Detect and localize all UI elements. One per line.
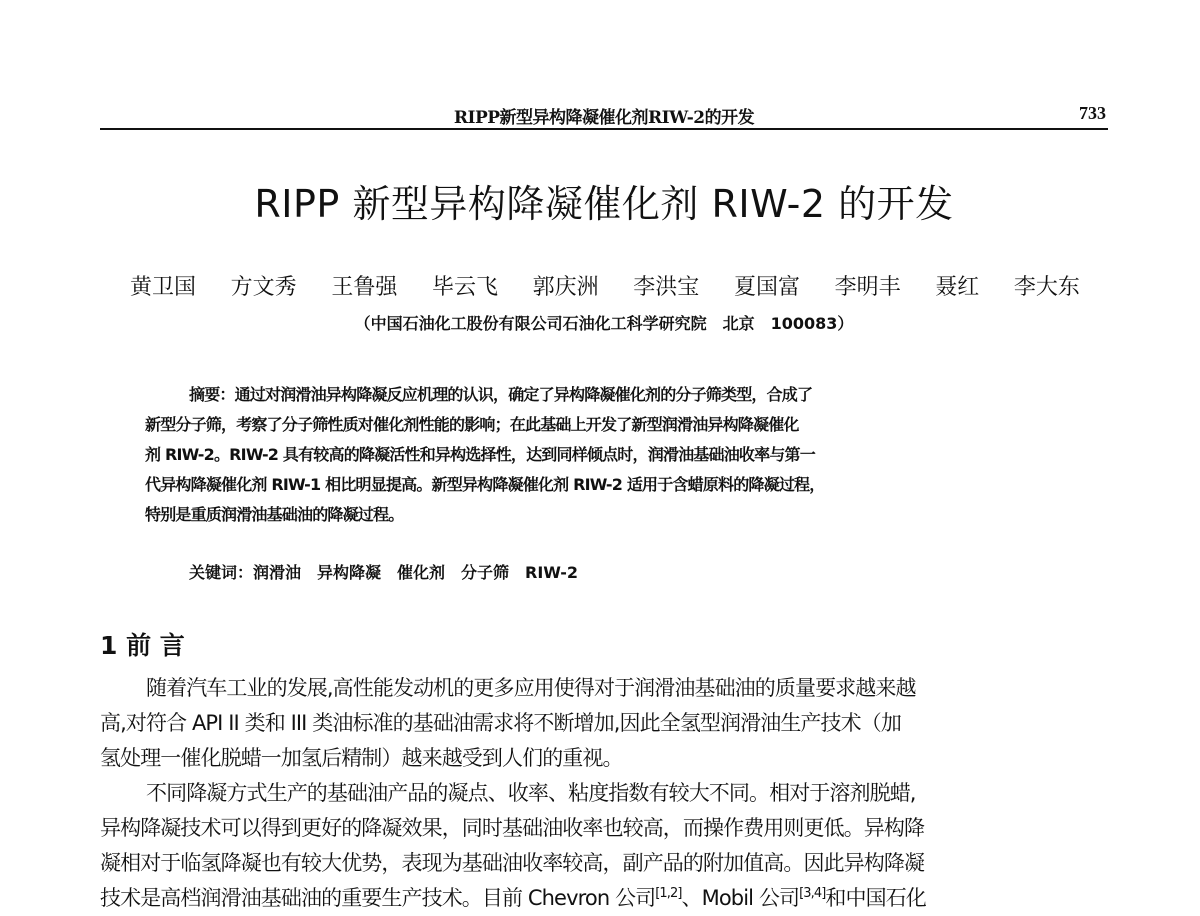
- text-run: 和中国石化: [825, 886, 926, 910]
- abstract-line: 代异构降凝催化剂 RIW-1 相比明显提高。新型异构降凝催化剂 RIW-2 适用于含蜡原料的降凝过程，: [145, 475, 825, 494]
- paragraph-line: 凝相对于临氢降凝也有较大优势，表现为基础油收率较高，副产品的附加值高。因此异构降凝: [100, 851, 925, 875]
- section-heading: 1 前 言: [100, 631, 185, 660]
- running-header: [100, 100, 1108, 130]
- author: 李明丰: [834, 275, 901, 300]
- author: 王鲁强: [331, 275, 398, 300]
- citation-ref: [3,4]: [799, 886, 826, 901]
- author: 李洪宝: [633, 275, 700, 300]
- author: 黄卫国: [130, 275, 197, 300]
- abstract-line: 新型分子筛，考察了分子筛性质对催化剂性能的影响；在此基础上开发了新型润滑油异构降凝催化: [145, 415, 799, 434]
- abstract-line: 特别是重质润滑油基础油的降凝过程。: [145, 505, 404, 524]
- paragraph-line: 高,对符合 API II 类和 III 类油标准的基础油需求将不断增加,因此全氢型润滑油生产技术（加: [100, 711, 901, 735]
- paper-title: RIPP 新型异构降凝催化剂 RIW-2 的开发: [254, 182, 954, 226]
- paragraph-line: 不同降凝方式生产的基础油产品的凝点、收率、粘度指数有较大不同。相对于溶剂脱蜡,: [146, 781, 916, 805]
- affiliation: （中国石油化工股份有限公司石油化工科学研究院 北京 100083）: [354, 314, 854, 333]
- paragraph-line: [100, 881, 1110, 916]
- author: 聂红: [935, 275, 980, 300]
- text-run: 技术是高档润滑油基础油的重要生产技术。目前 Chevron 公司: [100, 886, 656, 910]
- paragraph-line: 异构降凝技术可以得到更好的降凝效果，同时基础油收率也较高，而操作费用则更低。异构降: [100, 816, 925, 840]
- citation-ref: [1,2]: [655, 886, 682, 901]
- author: 方文秀: [230, 275, 297, 300]
- body-text: [100, 671, 1110, 916]
- page-number: 733: [1079, 103, 1106, 123]
- abstract-line: 剂 RIW-2。RIW-2 具有较高的降凝活性和异构选择性，达到同样倾点时，润滑油基础油收率与第一: [145, 445, 815, 464]
- author-list: [130, 270, 1080, 301]
- author: 李大东: [1013, 275, 1080, 300]
- paragraph-line: 随着汽车工业的发展,高性能发动机的更多应用使得对于润滑油基础油的质量要求越来越: [146, 676, 916, 700]
- author: 毕云飞: [431, 275, 498, 300]
- paragraph-line: 氢处理一催化脱蜡一加氢后精制）越来越受到人们的重视。: [100, 746, 623, 770]
- keywords: 关键词：润滑油 异构降凝 催化剂 分子筛 RIW-2: [189, 563, 578, 582]
- abstract: [145, 380, 1075, 530]
- author: 夏国富: [733, 275, 800, 300]
- text-run: 、Mobil 公司: [681, 886, 800, 910]
- abstract-line: 摘要：通过对润滑油异构降凝反应机理的认识，确定了异构降凝催化剂的分子筛类型，合成了: [189, 385, 813, 404]
- author: 郭庆洲: [532, 275, 599, 300]
- running-title: RIPP新型异构降凝催化剂RIW-2的开发: [453, 108, 755, 128]
